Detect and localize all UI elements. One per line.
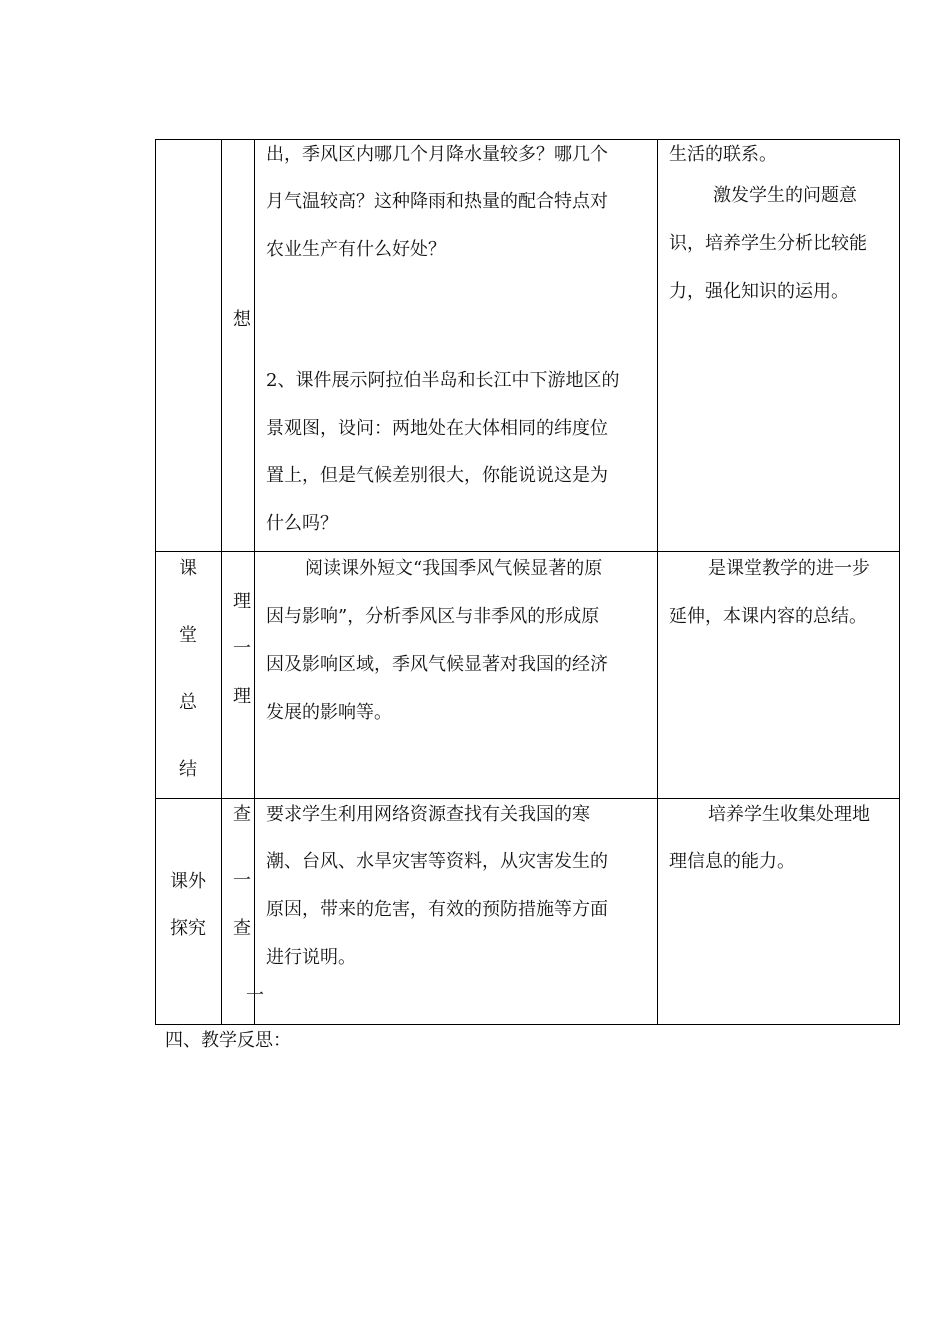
- row3-content-line-1: 要求学生利用网络资源查找有关我国的寒: [266, 804, 590, 825]
- table-right-border: [899, 139, 900, 1025]
- row-divider-1: [155, 551, 900, 552]
- row3-intent-line-2: 理信息的能力。: [669, 851, 795, 872]
- row1-content2-line-3: 置上，但是气候差别很大，你能说说这是为: [266, 465, 608, 486]
- column-divider-1: [221, 139, 222, 1025]
- row-divider-2: [155, 798, 900, 799]
- row1-content2-line-2: 景观图，设问：两地处在大体相同的纬度位: [266, 418, 608, 439]
- column-divider-3: [657, 139, 658, 1025]
- row1-content-line-3: 农业生产有什么好处？: [266, 239, 446, 260]
- row2-intent-line-1: 是课堂教学的进一步: [708, 558, 870, 579]
- row3-intent-line-1: 培养学生收集处理地: [708, 804, 870, 825]
- row1-content-line-2: 月气温较高？这种降雨和热量的配合特点对: [266, 191, 608, 212]
- row2-step-char-2: 一: [233, 638, 251, 659]
- column-divider-2: [254, 139, 255, 1025]
- row3-step-char-1: 查: [233, 804, 251, 825]
- row2-section-char-3: 总: [179, 692, 197, 713]
- row1-content-line-1: 出，季风区内哪几个月降水量较多？哪几个: [266, 144, 608, 165]
- row2-section-char-2: 堂: [179, 625, 197, 646]
- row2-content-line-1: 阅读课外短文“我国季风气候显著的原: [305, 558, 603, 579]
- reflection-heading: 四、教学反思：: [165, 1030, 291, 1051]
- row1-intent-line-2: 激发学生的问题意: [713, 185, 857, 206]
- row3-content-line-3: 原因，带来的危害，有效的预防措施等方面: [266, 899, 608, 920]
- row3-step-char-3: 查: [233, 918, 251, 939]
- row3-step-char-2: 一: [233, 870, 251, 891]
- table-top-border: [155, 139, 900, 140]
- table-left-border: [155, 139, 156, 1025]
- row2-section-char-1: 课: [179, 558, 197, 579]
- row3-section-line-2: 探究: [170, 918, 206, 939]
- row1-content2-line-1: 2、课件展示阿拉伯半岛和长江中下游地区的: [266, 370, 620, 391]
- row1-content2-line-4: 什么吗？: [266, 513, 338, 534]
- row2-section-char-4: 结: [179, 759, 197, 780]
- row2-intent-line-2: 延伸，本课内容的总结。: [669, 606, 867, 627]
- row2-content-line-4: 发展的影响等。: [266, 702, 392, 723]
- row2-content-line-3: 因及影响区域，季风气候显著对我国的经济: [266, 654, 608, 675]
- row3-content-line-2: 潮、台风、水旱灾害等资料，从灾害发生的: [266, 851, 608, 872]
- row3-step-char-4: 一: [246, 985, 264, 1006]
- row1-step-label: 想: [233, 309, 251, 330]
- row3-content-line-4: 进行说明。: [266, 947, 356, 968]
- row1-intent-line-3: 识，培养学生分析比较能: [669, 233, 867, 254]
- row2-step-char-1: 理: [233, 591, 251, 612]
- row1-intent-line-4: 力，强化知识的运用。: [669, 281, 849, 302]
- row3-section-line-1: 课外: [170, 871, 206, 892]
- row2-content-line-2: 因与影响”，分析季风区与非季风的形成原: [266, 606, 600, 627]
- row1-intent-line-1: 生活的联系。: [669, 144, 777, 165]
- table-bottom-border: [155, 1024, 900, 1025]
- row2-step-char-3: 理: [233, 686, 251, 707]
